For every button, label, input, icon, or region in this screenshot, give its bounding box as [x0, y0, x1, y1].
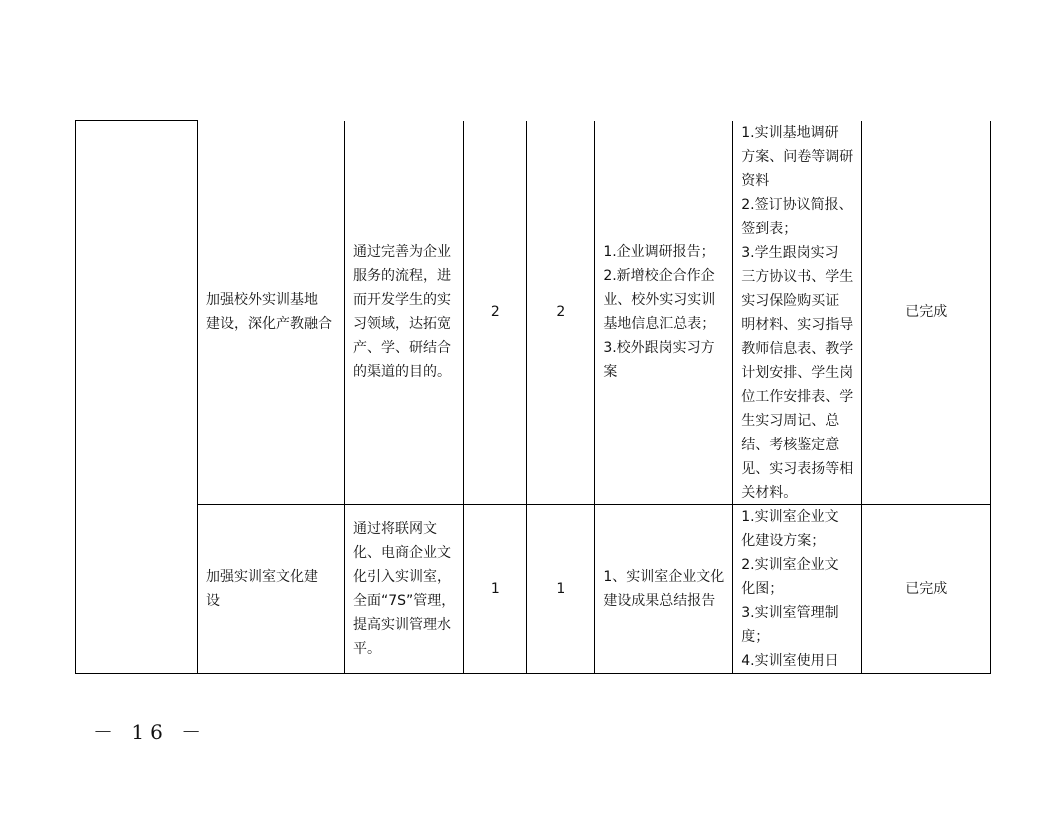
text-line: 1.实训基地调研 — [741, 124, 839, 141]
text-line: 业、校外实习实训 — [603, 292, 716, 308]
project-name-cell — [198, 121, 345, 505]
text-line: 基地信息汇总表； — [603, 316, 716, 332]
text-line: 3.学生跟岗实习 — [741, 244, 839, 261]
text-line: 明材料、实习指导 — [741, 316, 854, 333]
text-line: 资料 — [741, 172, 770, 189]
table-row — [76, 121, 991, 505]
completed-count-cell: 2 — [527, 121, 595, 505]
text-line: 3.实训室管理制 — [741, 604, 839, 621]
text-line: 加强实训室文化建 — [206, 568, 318, 585]
text-line: 建设成果总结报告 — [603, 592, 716, 609]
text-line: 全面“7S”管理， — [353, 592, 456, 609]
planned-count-cell: 1 — [464, 504, 527, 673]
text-line: 度； — [741, 628, 770, 645]
outputs-cell — [595, 504, 733, 673]
text-line: 签到表； — [741, 220, 798, 237]
text-line: 化图； — [741, 580, 784, 597]
text-line: 3.校外跟岗实习方 — [603, 340, 715, 356]
text-line: 提高实训管理水 — [353, 616, 451, 633]
text-line: 教师信息表、教学 — [741, 340, 854, 357]
table-row — [76, 504, 991, 673]
text-line: 方案、问卷等调研 — [741, 148, 854, 165]
status-cell: 已完成 — [862, 504, 991, 673]
text-line: 生实习周记、总 — [741, 412, 840, 429]
text-line: 化引入实训室， — [353, 568, 451, 585]
text-line: 服务的流程，进 — [353, 268, 451, 284]
text-line: 1.实训室企业文 — [741, 508, 839, 525]
status-cell: 已完成 — [862, 121, 991, 505]
text-line: 2.签订协议简报、 — [741, 196, 853, 213]
text-line: 产、学、研结合 — [353, 340, 451, 356]
text-line: 化建设方案； — [741, 532, 826, 549]
text-line: 的渠道的目的。 — [353, 364, 451, 380]
planned-count-cell: 2 — [464, 121, 527, 505]
text-line: 1.企业调研报告； — [603, 244, 715, 260]
description-cell — [345, 504, 464, 673]
text-line: 2.实训室企业文 — [741, 556, 839, 573]
text-line: 结、考核鉴定意 — [741, 436, 840, 453]
text-line: 设 — [206, 592, 220, 609]
text-line: 平。 — [353, 640, 381, 657]
text-line: 实习保险购买证 — [741, 292, 840, 309]
category-cell — [76, 121, 198, 674]
text-line: 习领域，达拓宽 — [353, 316, 451, 332]
supporting-materials-cell — [733, 504, 862, 673]
text-line: 见、实习表扬等相 — [741, 460, 854, 477]
text-line: 2.新增校企合作企 — [603, 268, 715, 284]
project-name-cell — [198, 504, 345, 673]
text-line: 计划安排、学生岗 — [741, 364, 854, 381]
outputs-cell — [595, 121, 733, 505]
text-line: 4.实训室使用日 — [741, 652, 839, 669]
project-progress-table — [75, 120, 991, 674]
text-line: 加强校外实训基地 — [206, 292, 318, 308]
text-line: 关材料。 — [741, 484, 798, 501]
page-number: － 16 － — [93, 720, 208, 744]
text-line: 1、实训室企业文化 — [603, 568, 725, 585]
text-line: 化、电商企业文 — [353, 544, 451, 561]
text-line: 而开发学生的实 — [353, 292, 451, 308]
text-line: 建设，深化产教融合 — [206, 316, 332, 332]
supporting-materials-cell — [733, 121, 862, 505]
completed-count-cell: 1 — [527, 504, 595, 673]
text-line: 位工作安排表、学 — [741, 388, 854, 405]
text-line: 案 — [603, 364, 618, 380]
text-line: 通过完善为企业 — [353, 244, 451, 260]
text-line: 三方协议书、学生 — [741, 268, 854, 285]
text-line: 通过将联网文 — [353, 520, 437, 537]
description-cell — [345, 121, 464, 505]
